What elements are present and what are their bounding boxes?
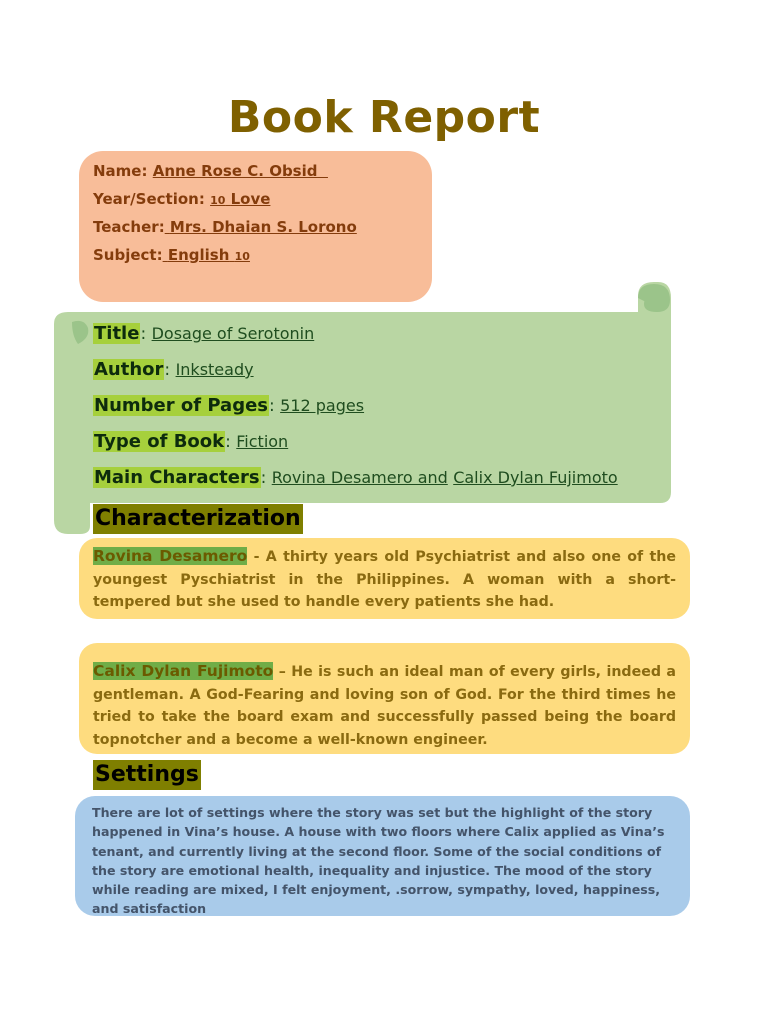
author-label: Author: [94, 359, 164, 380]
type-value: Fiction: [236, 432, 289, 451]
calix-description: Calix Dylan Fujimoto – He is such an ideal man of every girls, indeed a gentleman. A God-Fearing and loving son of God. For the third times he tried to take the board exam and successfully passed being the board topnotcher and a become a well-known engineer.: [93, 662, 676, 748]
page-title: Book Report: [227, 92, 541, 143]
subject-value: English 10: [167, 246, 250, 264]
settings-text: There are lot of settings where the story was set but the highlight of the story happened in Vina’s house. A house with two floors where Calix applied as Vina’s tenant, and currently living at the second floor. Some of the social conditions of the story are emotional health, inequality and injustice. The mood of the story while reading are mixed, I felt enjoyment, .sorrow, sympathy, loved, happiness, and satisfaction: [92, 805, 665, 917]
settings-box: [75, 796, 690, 916]
teacher-value: Mrs. Dhaian S. Lorono: [169, 218, 357, 236]
type-label: Type of Book: [94, 431, 225, 452]
characters-line: Main Characters: Rovina Desamero and Calix Dylan Fujimoto: [94, 467, 618, 488]
book-title-label: Title: [94, 323, 140, 344]
name-line: Name: Anne Rose C. Obsid: [93, 162, 328, 180]
character-1: Rovina Desamero and: [271, 468, 448, 487]
character-2: Calix Dylan Fujimoto: [453, 468, 618, 487]
pages-value: 512 pages: [280, 396, 365, 415]
year-section-label: Year/Section: [93, 190, 199, 208]
year-section-value: 10 Love: [210, 190, 271, 208]
author-line: Author: Inksteady: [94, 359, 254, 380]
subject-label: Subject: [93, 246, 157, 264]
characterization-heading: Characterization: [93, 504, 303, 534]
subject-line: Subject: English 10: [93, 246, 250, 264]
rovina-description: Rovina Desamero - A thirty years old Psychiatrist and also one of the youngest Pyschiatrist in the Philippines. A woman with a short-tempered but she used to handle every patients she had.: [93, 547, 676, 610]
characters-label: Main Characters: [94, 467, 260, 488]
book-title-line: Title: Dosage of Serotonin: [94, 323, 315, 344]
pages-label: Number of Pages: [94, 395, 268, 416]
year-section-line: Year/Section: 10 Love: [93, 190, 271, 208]
settings-heading: Settings: [93, 760, 201, 790]
teacher-label: Teacher: [93, 218, 159, 236]
book-title-value: Dosage of Serotonin: [151, 324, 315, 343]
teacher-line: Teacher: Mrs. Dhaian S. Lorono: [93, 218, 357, 236]
calix-name: Calix Dylan Fujimoto: [93, 662, 274, 680]
type-line: Type of Book: Fiction: [94, 431, 289, 452]
rovina-box: [79, 538, 690, 619]
rovina-name: Rovina Desamero: [93, 547, 248, 565]
pages-line: Number of Pages: 512 pages: [94, 395, 365, 416]
calix-box: [79, 643, 690, 754]
name-value: Anne Rose C. Obsid: [152, 162, 318, 180]
student-info-box: [79, 151, 432, 302]
author-value: Inksteady: [175, 360, 254, 379]
name-label: Name: [93, 162, 142, 180]
